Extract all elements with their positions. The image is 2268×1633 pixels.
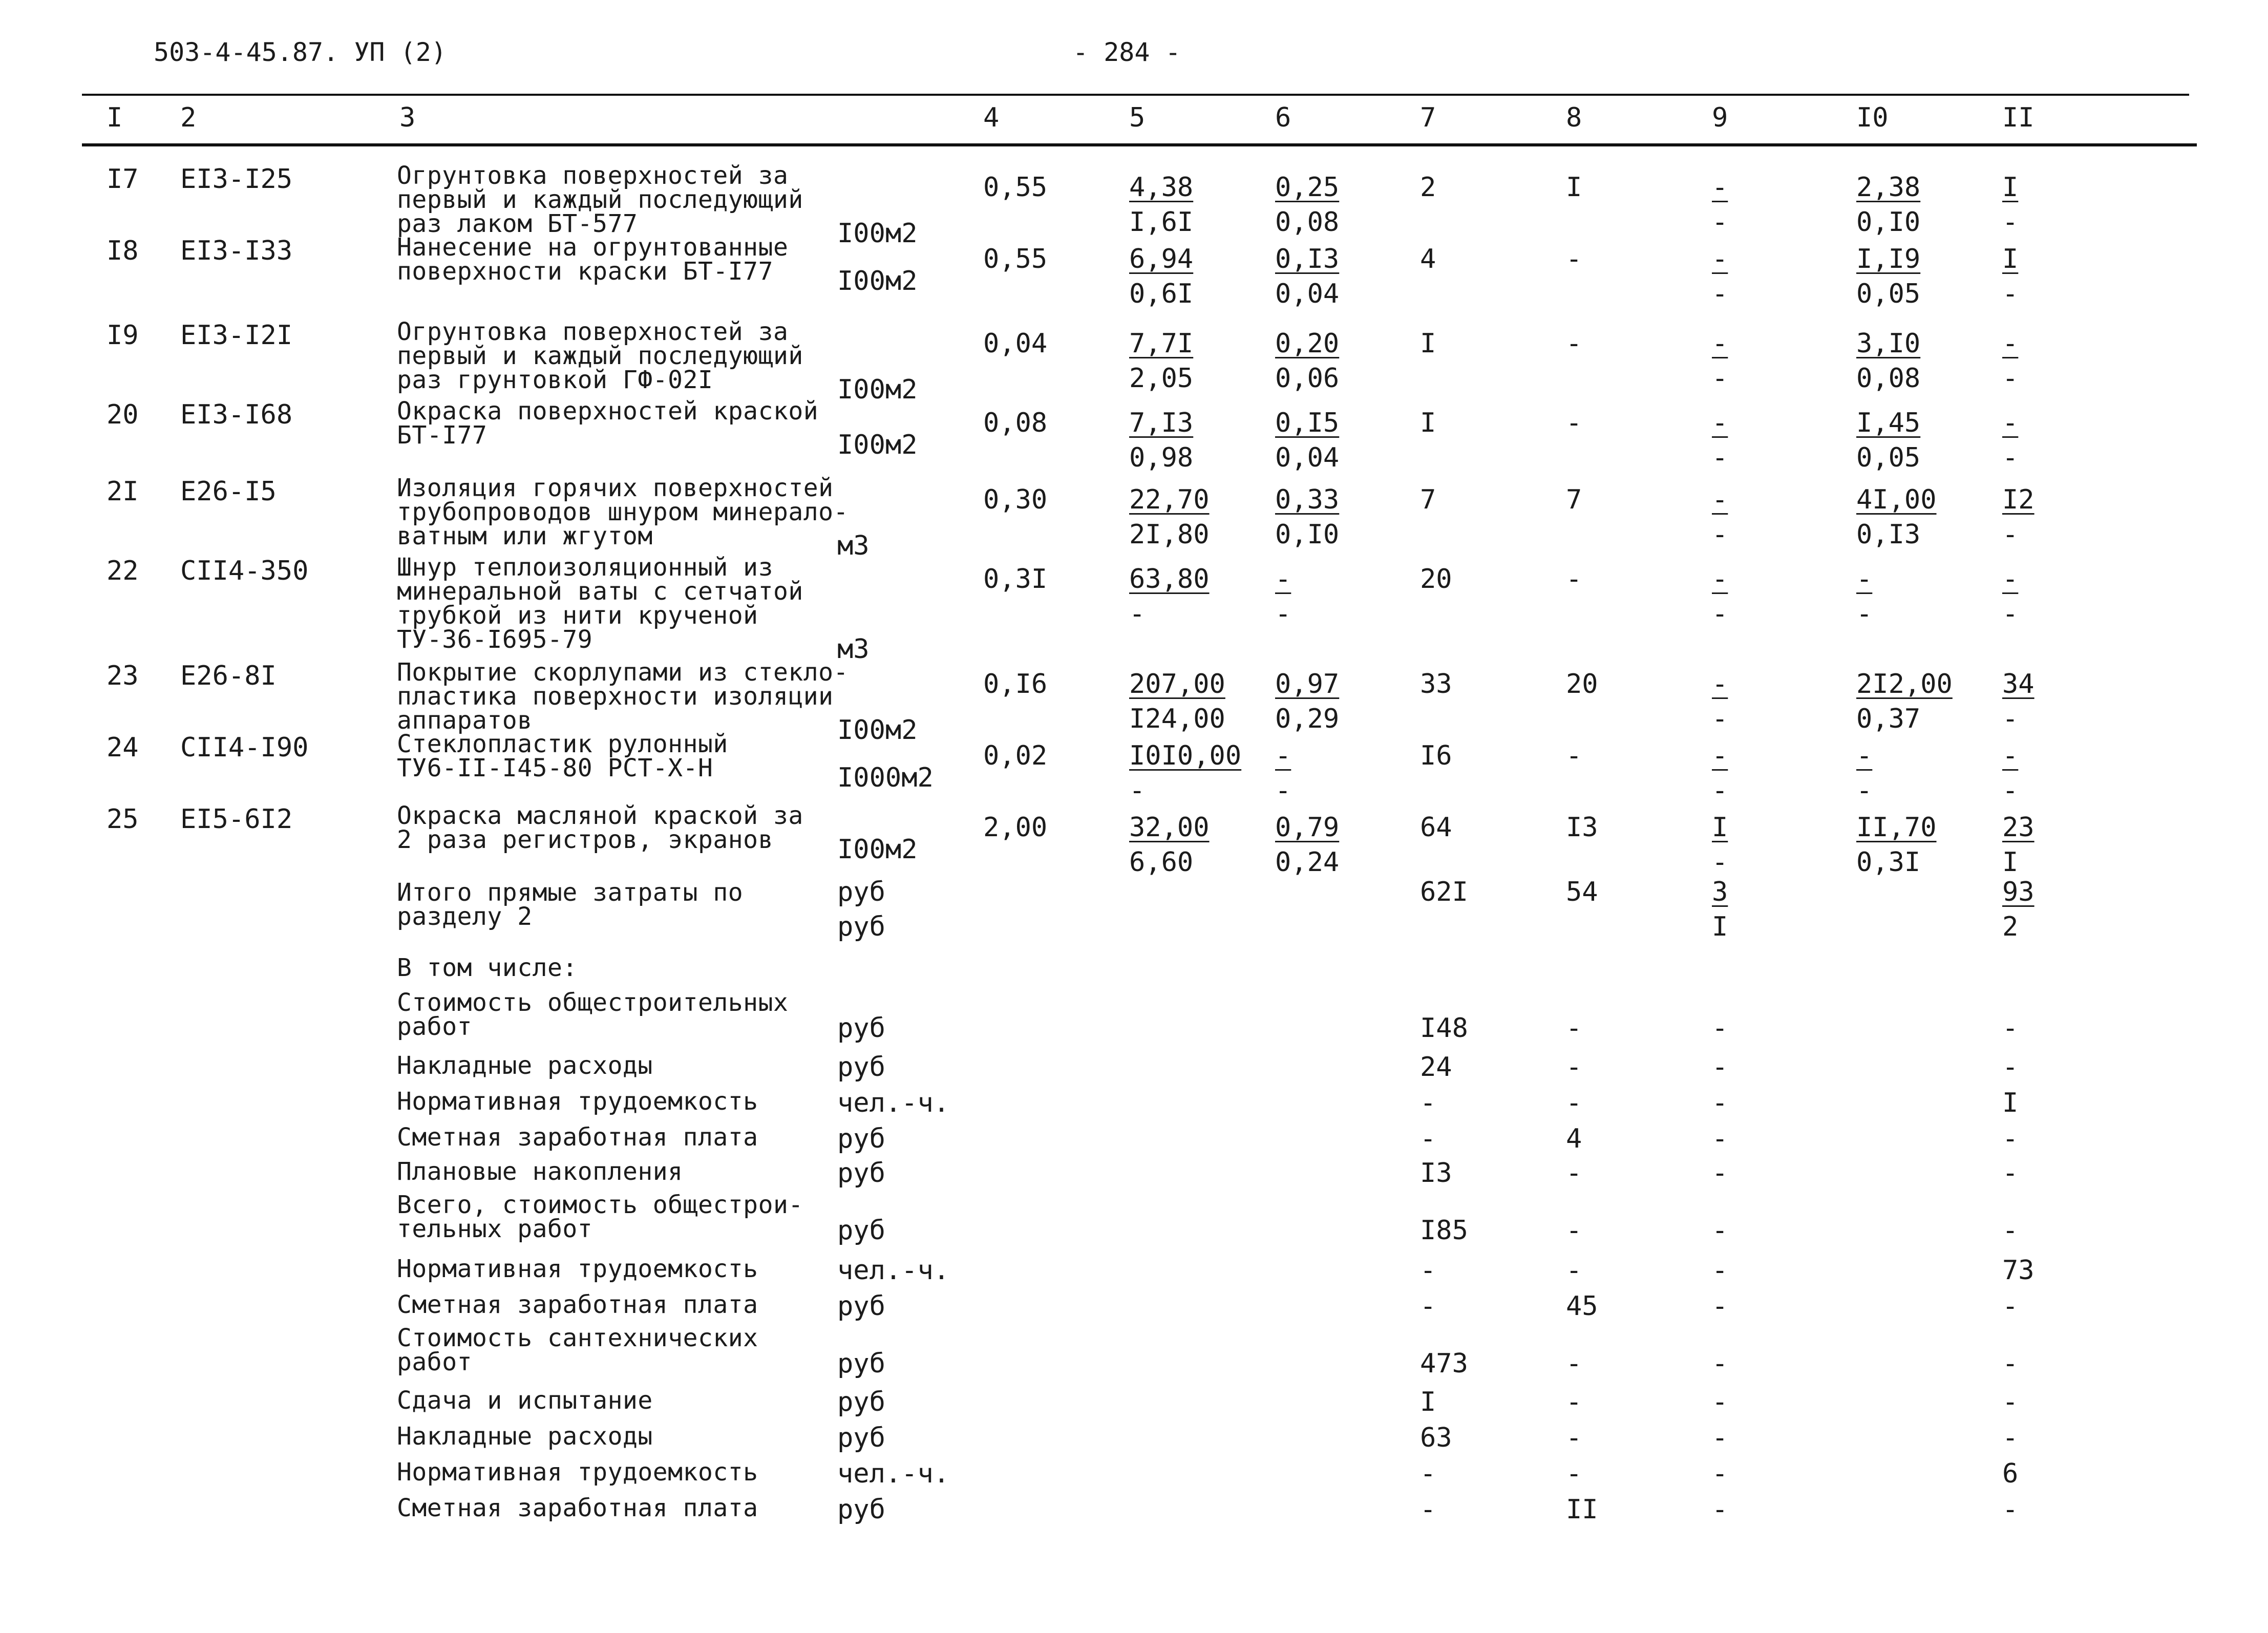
unit-cost-machines: - [1275, 740, 1291, 771]
unit-cost-machine-wages: 0,04 [1275, 442, 1340, 473]
summary-wages: - [1566, 1088, 1582, 1118]
unit-cost-total: 207,00 [1129, 669, 1225, 699]
labor-per-unit: I,I9 [1856, 244, 1921, 274]
column-number: I0 [1856, 102, 1889, 133]
labor-total: I [2002, 172, 2019, 203]
work-description: первый и каждый последующий [397, 342, 803, 370]
summary-labor: I [2002, 1088, 2019, 1118]
labor-total: - [2002, 408, 2019, 438]
work-description: Окраска масляной краской за [397, 801, 803, 830]
summary-machines: - [1712, 1255, 1728, 1286]
total-wages: - [1566, 244, 1582, 274]
summary-machines: - [1712, 1458, 1728, 1489]
work-description: трубопроводов шнуром минерало- [397, 498, 849, 526]
table-top-rule [82, 94, 2189, 96]
work-description: Сметная заработная плата [397, 1290, 758, 1319]
work-description: работ [397, 1348, 472, 1376]
column-number: I [107, 102, 123, 133]
column-number: 7 [1420, 102, 1436, 133]
summary-cost: - [1420, 1088, 1436, 1118]
summary-cost: I48 [1420, 1013, 1468, 1044]
including-label: В том числе: [397, 953, 578, 982]
summary-cost: 24 [1420, 1052, 1452, 1083]
summary-unit: чел.-ч. [837, 1458, 950, 1489]
summary-labor: - [2002, 1494, 2019, 1525]
total-cost: 20 [1420, 564, 1452, 595]
norm-code: E26-I5 [180, 476, 277, 507]
unit-cost-machines: 0,25 [1275, 172, 1340, 203]
norm-code: EI3-I2I [180, 320, 293, 351]
quantity: 0,55 [983, 244, 1048, 274]
norm-code: CII4-I90 [180, 732, 309, 763]
work-description: Огрунтовка поверхностей за [397, 317, 789, 346]
summary-wages: - [1566, 1255, 1582, 1286]
work-description: Стоимость общестроительных [397, 988, 789, 1017]
total-wages: - [1566, 328, 1582, 359]
total-cost: I6 [1420, 740, 1452, 771]
labor-machinist-total: I [2002, 847, 2019, 878]
unit-cost-wages: I24,00 [1129, 704, 1225, 734]
total-machine-wages: - [1712, 775, 1728, 806]
total-machines: 3 [1712, 877, 1728, 907]
work-description: Шнур теплоизоляционный из [397, 553, 773, 582]
summary-labor: 73 [2002, 1255, 2034, 1286]
summary-wages: - [1566, 1013, 1582, 1044]
summary-labor: - [2002, 1013, 2019, 1044]
unit-of-measure: м3 [837, 634, 870, 665]
labor-machinist-total: - [2002, 363, 2019, 394]
summary-machines: - [1712, 1088, 1728, 1118]
quantity: 0,04 [983, 328, 1048, 359]
total-cost: 62I [1420, 877, 1468, 907]
column-number: 6 [1275, 102, 1291, 133]
work-description: ТУ-36-I695-79 [397, 625, 593, 654]
unit-of-measure: I000м2 [837, 762, 934, 793]
work-description: ватным или жгутом [397, 522, 653, 550]
unit-of-measure: I00м2 [837, 834, 918, 865]
summary-labor: - [2002, 1291, 2019, 1322]
labor-per-unit: 4I,00 [1856, 484, 1937, 515]
labor-per-unit: - [1856, 740, 1873, 771]
work-description: минеральной ваты с сетчатой [397, 577, 803, 606]
work-description: тельных работ [397, 1215, 593, 1243]
norm-code: E26-8I [180, 661, 277, 691]
labor-per-unit: 3,I0 [1856, 328, 1921, 359]
quantity: 0,02 [983, 740, 1048, 771]
unit-cost-total: 4,38 [1129, 172, 1194, 203]
summary-wages: - [1566, 1158, 1582, 1189]
total-cost: I [1420, 328, 1436, 359]
summary-cost: - [1420, 1255, 1436, 1286]
summary-machines: - [1712, 1423, 1728, 1453]
summary-cost: - [1420, 1494, 1436, 1525]
labor-per-unit: - [1856, 564, 1873, 595]
unit-of-measure: I00м2 [837, 715, 918, 746]
row-number: 24 [107, 732, 139, 763]
total-machine-wages: - [1712, 442, 1728, 473]
unit-cost-total: 63,80 [1129, 564, 1210, 595]
unit-cost-machines: - [1275, 564, 1291, 595]
total-machine-wages: - [1712, 279, 1728, 309]
summary-unit: руб [837, 1013, 885, 1044]
work-description: работ [397, 1012, 472, 1041]
total-machine-wages: - [1712, 519, 1728, 550]
total-machines: - [1712, 484, 1728, 515]
total-cost: I [1420, 408, 1436, 438]
total-machine-wages: - [1712, 599, 1728, 629]
labor-per-unit: II,70 [1856, 812, 1937, 843]
summary-cost: - [1420, 1291, 1436, 1322]
unit-cost-total: 6,94 [1129, 244, 1194, 274]
unit-of-measure: м3 [837, 531, 870, 561]
unit-cost-machine-wages: 0,04 [1275, 279, 1340, 309]
unit-cost-machines: 0,97 [1275, 669, 1340, 699]
summary-cost: I [1420, 1387, 1436, 1417]
total-machines: - [1712, 669, 1728, 699]
total-wages: - [1566, 564, 1582, 595]
summary-labor: - [2002, 1158, 2019, 1189]
total-cost: 7 [1420, 484, 1436, 515]
summary-wages: - [1566, 1387, 1582, 1417]
column-number: II [2002, 102, 2034, 133]
summary-unit: руб [837, 1215, 885, 1246]
unit-cost-total: 7,7I [1129, 328, 1194, 359]
labor-machinist-per-unit: 0,3I [1856, 847, 1921, 878]
labor-machinist-total: - [2002, 519, 2019, 550]
column-number: 4 [983, 102, 1000, 133]
summary-cost: 473 [1420, 1348, 1468, 1379]
norm-code: EI3-I68 [180, 399, 293, 430]
summary-labor: - [2002, 1423, 2019, 1453]
quantity: 0,08 [983, 408, 1048, 438]
summary-cost: 63 [1420, 1423, 1452, 1453]
column-number: 5 [1129, 102, 1146, 133]
total-machine-wages: - [1712, 704, 1728, 734]
summary-unit: руб [837, 1348, 885, 1379]
work-description: аппаратов [397, 706, 533, 735]
total-wages: I [1566, 172, 1582, 203]
column-number: 8 [1566, 102, 1582, 133]
summary-labor: 6 [2002, 1458, 2019, 1489]
labor-per-unit: 2I2,00 [1856, 669, 1953, 699]
labor-machinist-total: - [2002, 207, 2019, 238]
work-description: Стоимость сантехнических [397, 1324, 758, 1352]
total-machines: - [1712, 328, 1728, 359]
summary-machines: - [1712, 1158, 1728, 1189]
work-description: поверхности краски БТ-I77 [397, 257, 773, 286]
row-number: 23 [107, 661, 139, 691]
row-number: I7 [107, 164, 139, 195]
total-unit: руб [837, 911, 885, 942]
total-machines: - [1712, 172, 1728, 203]
labor-machinist-per-unit: 0,08 [1856, 363, 1921, 394]
unit-cost-wages: 0,98 [1129, 442, 1194, 473]
total-machines: - [1712, 740, 1728, 771]
labor-machinist-per-unit: - [1856, 775, 1873, 806]
norm-code: EI3-I33 [180, 236, 293, 266]
labor-machinist-total: - [2002, 704, 2019, 734]
summary-wages: - [1566, 1348, 1582, 1379]
work-description: Сдача и испытание [397, 1386, 653, 1415]
summary-unit: руб [837, 1494, 885, 1525]
labor-total: I2 [2002, 484, 2034, 515]
norm-code: EI3-I25 [180, 164, 293, 195]
work-description: Сметная заработная плата [397, 1494, 758, 1522]
unit-cost-machine-wages: - [1275, 775, 1291, 806]
work-description: Покрытие скорлупами из стекло- [397, 658, 849, 687]
summary-machines: - [1712, 1494, 1728, 1525]
row-number: I8 [107, 236, 139, 266]
unit-cost-wages: - [1129, 599, 1146, 629]
summary-unit: руб [837, 1052, 885, 1083]
unit-cost-machine-wages: 0,08 [1275, 207, 1340, 238]
norm-code: CII4-350 [180, 556, 309, 586]
work-description: Накладные расходы [397, 1422, 653, 1451]
unit-of-measure: I00м2 [837, 266, 918, 296]
labor-machinist-per-unit: - [1856, 599, 1873, 629]
work-description: раз лаком БТ-577 [397, 209, 638, 238]
labor-total: 34 [2002, 669, 2034, 699]
summary-unit: руб [837, 1387, 885, 1417]
quantity: 0,30 [983, 484, 1048, 515]
summary-wages: - [1566, 1215, 1582, 1246]
summary-labor: - [2002, 1387, 2019, 1417]
unit-cost-total: 32,00 [1129, 812, 1210, 843]
unit-cost-machine-wages: 0,06 [1275, 363, 1340, 394]
summary-labor: - [2002, 1215, 2019, 1246]
unit-cost-machine-wages: 0,24 [1275, 847, 1340, 878]
unit-cost-total: 22,70 [1129, 484, 1210, 515]
work-description: БТ-I77 [397, 421, 487, 450]
total-cost: 64 [1420, 812, 1452, 843]
labor-per-unit: I,45 [1856, 408, 1921, 438]
labor-machinist-total: - [2002, 279, 2019, 309]
summary-cost: - [1420, 1123, 1436, 1154]
work-description: Сметная заработная плата [397, 1123, 758, 1152]
total-machine-wages: - [1712, 847, 1728, 878]
labor-total: 93 [2002, 877, 2034, 907]
column-number: 9 [1712, 102, 1728, 133]
unit-cost-machines: 0,33 [1275, 484, 1340, 515]
unit-cost-wages: 6,60 [1129, 847, 1194, 878]
summary-labor: - [2002, 1348, 2019, 1379]
work-description: трубкой из нити крученой [397, 601, 758, 630]
unit-cost-machine-wages: 0,29 [1275, 704, 1340, 734]
summary-wages: - [1566, 1423, 1582, 1453]
work-description: разделу 2 [397, 902, 533, 931]
work-description: Нанесение на огрунтованные [397, 233, 789, 262]
labor-machinist-per-unit: 0,37 [1856, 704, 1921, 734]
summary-unit: руб [837, 1158, 885, 1189]
labor-machinist-per-unit: 0,05 [1856, 442, 1921, 473]
norm-code: EI5-6I2 [180, 804, 293, 835]
work-description: Изоляция горячих поверхностей [397, 474, 834, 502]
unit-of-measure: I00м2 [837, 430, 918, 460]
summary-wages: - [1566, 1052, 1582, 1083]
total-cost: 33 [1420, 669, 1452, 699]
unit-cost-wages: I,6I [1129, 207, 1194, 238]
total-machine-wages: I [1712, 911, 1728, 942]
labor-total: - [2002, 740, 2019, 771]
unit-cost-total: I0I0,00 [1129, 740, 1242, 771]
labor-per-unit: 2,38 [1856, 172, 1921, 203]
total-cost: 2 [1420, 172, 1436, 203]
unit-cost-wages: 2I,80 [1129, 519, 1210, 550]
unit-cost-wages: 0,6I [1129, 279, 1194, 309]
table-header-rule [82, 143, 2197, 146]
unit-of-measure: I00м2 [837, 374, 918, 405]
labor-machinist-per-unit: 0,I0 [1856, 207, 1921, 238]
row-number: I9 [107, 320, 139, 351]
summary-machines: - [1712, 1387, 1728, 1417]
work-description: Стеклопластик рулонный [397, 730, 728, 758]
summary-unit: руб [837, 1423, 885, 1453]
work-description: раз грунтовкой ГФ-02I [397, 366, 713, 394]
summary-cost: I85 [1420, 1215, 1468, 1246]
row-number: 25 [107, 804, 139, 835]
labor-total: I [2002, 244, 2019, 274]
labor-total: - [2002, 328, 2019, 359]
total-machines: - [1712, 408, 1728, 438]
labor-machinist-per-unit: 0,I3 [1856, 519, 1921, 550]
unit-cost-machines: 0,I5 [1275, 408, 1340, 438]
doc-code: 503-4-45.87. УП (2) [154, 37, 447, 67]
labor-machinist-per-unit: 0,05 [1856, 279, 1921, 309]
summary-cost: I3 [1420, 1158, 1452, 1189]
summary-unit: руб [837, 1291, 885, 1322]
total-machines: - [1712, 244, 1728, 274]
summary-wages: 45 [1566, 1291, 1598, 1322]
total-wages: I3 [1566, 812, 1598, 843]
work-description: 2 раза регистров, экранов [397, 825, 773, 854]
labor-total: 23 [2002, 812, 2034, 843]
unit-cost-wages: 2,05 [1129, 363, 1194, 394]
summary-machines: - [1712, 1215, 1728, 1246]
page-number: - 284 - [1073, 37, 1181, 67]
unit-cost-machine-wages: - [1275, 599, 1291, 629]
summary-unit: руб [837, 1123, 885, 1154]
summary-labor: - [2002, 1052, 2019, 1083]
summary-wages: II [1566, 1494, 1598, 1525]
summary-wages: 4 [1566, 1123, 1582, 1154]
labor-machinist-total: 2 [2002, 911, 2019, 942]
total-machines: I [1712, 812, 1728, 843]
summary-machines: - [1712, 1123, 1728, 1154]
column-number: 2 [180, 102, 197, 133]
summary-unit: чел.-ч. [837, 1088, 950, 1118]
work-description: ТУ6-II-I45-80 РСТ-Х-Н [397, 754, 713, 782]
total-wages: 7 [1566, 484, 1582, 515]
unit-of-measure: I00м2 [837, 218, 918, 249]
summary-unit: чел.-ч. [837, 1255, 950, 1286]
total-machine-wages: - [1712, 363, 1728, 394]
summary-cost: - [1420, 1458, 1436, 1489]
total-wages: 54 [1566, 877, 1598, 907]
total-machine-wages: - [1712, 207, 1728, 238]
quantity: 0,55 [983, 172, 1048, 203]
summary-labor: - [2002, 1123, 2019, 1154]
work-description: первый и каждый последующий [397, 185, 803, 214]
summary-machines: - [1712, 1348, 1728, 1379]
summary-machines: - [1712, 1013, 1728, 1044]
work-description: Накладные расходы [397, 1051, 653, 1080]
unit-cost-machines: 0,20 [1275, 328, 1340, 359]
labor-total: - [2002, 564, 2019, 595]
work-description: Нормативная трудоемкость [397, 1458, 758, 1487]
labor-machinist-total: - [2002, 442, 2019, 473]
unit-cost-total: 7,I3 [1129, 408, 1194, 438]
total-unit: руб [837, 877, 885, 907]
labor-machinist-total: - [2002, 599, 2019, 629]
row-number: 2I [107, 476, 139, 507]
unit-cost-machines: 0,I3 [1275, 244, 1340, 274]
quantity: 0,I6 [983, 669, 1048, 699]
summary-machines: - [1712, 1291, 1728, 1322]
labor-machinist-total: - [2002, 775, 2019, 806]
work-description: Огрунтовка поверхностей за [397, 161, 789, 190]
quantity: 2,00 [983, 812, 1048, 843]
column-number: 3 [399, 102, 416, 133]
total-cost: 4 [1420, 244, 1436, 274]
work-description: пластика поверхности изоляции [397, 682, 834, 711]
unit-cost-wages: - [1129, 775, 1146, 806]
total-wages: - [1566, 740, 1582, 771]
total-wages: 20 [1566, 669, 1598, 699]
work-description: Плановые накопления [397, 1157, 683, 1186]
work-description: Нормативная трудоемкость [397, 1255, 758, 1283]
summary-wages: - [1566, 1458, 1582, 1489]
row-number: 22 [107, 556, 139, 586]
summary-machines: - [1712, 1052, 1728, 1083]
work-description: Окраска поверхностей краской [397, 397, 819, 426]
row-number: 20 [107, 399, 139, 430]
unit-cost-machine-wages: 0,I0 [1275, 519, 1340, 550]
quantity: 0,3I [983, 564, 1048, 595]
work-description: Нормативная трудоемкость [397, 1087, 758, 1116]
work-description: Всего, стоимость общестрои- [397, 1191, 803, 1219]
total-machines: - [1712, 564, 1728, 595]
unit-cost-machines: 0,79 [1275, 812, 1340, 843]
work-description: Итого прямые затраты по [397, 878, 744, 907]
total-wages: - [1566, 408, 1582, 438]
